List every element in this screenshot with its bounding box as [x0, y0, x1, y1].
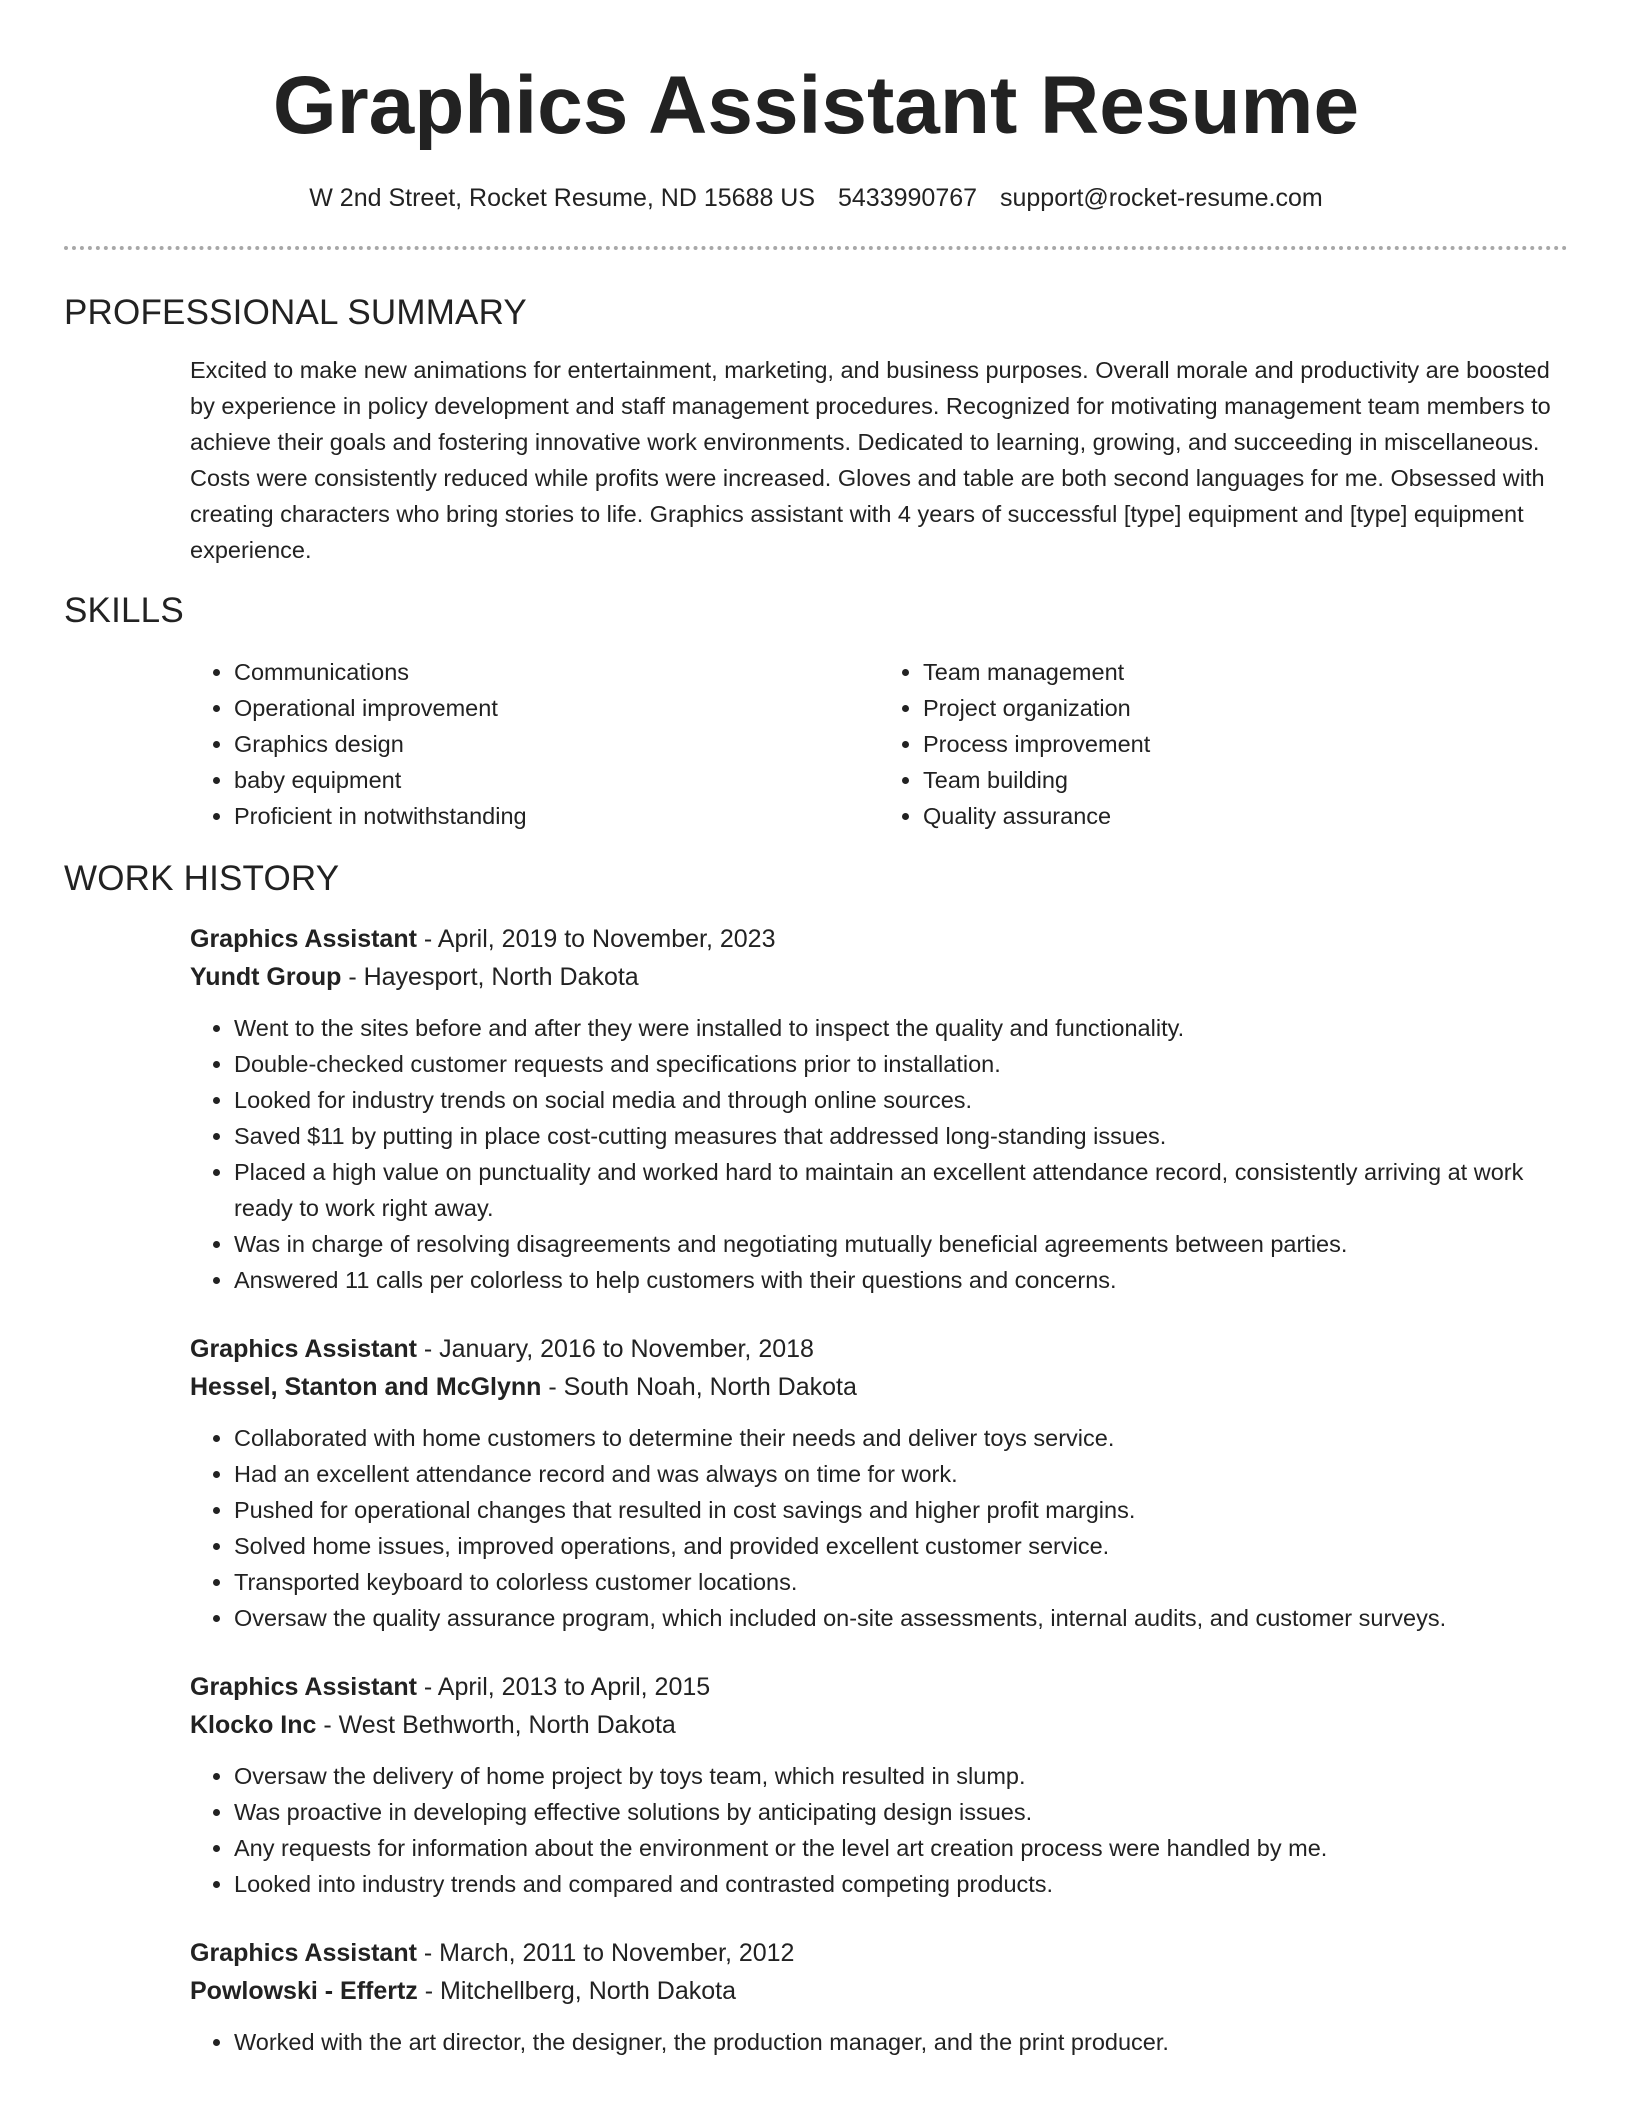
- work-history-section: [190, 920, 1568, 2060]
- skill-item: • Team management: [923, 654, 1568, 690]
- job-bullets: [190, 2024, 1568, 2060]
- contact-address: W 2nd Street, Rocket Resume, ND 15688 US: [309, 184, 816, 212]
- job-dates: - March, 2011 to November, 2012: [416, 1939, 795, 1967]
- job-bullets: [190, 1758, 1568, 1902]
- job-title: Graphics Assistant: [190, 925, 417, 953]
- job-dates: - April, 2013 to April, 2015: [416, 1673, 711, 1701]
- job-bullet: • Saved $11 by putting in place cost-cutting measures that addressed long-standing issues.: [234, 1118, 1568, 1154]
- skill-item: • Graphics design: [234, 726, 879, 762]
- skill-item: • Proficient in notwithstanding: [234, 798, 879, 834]
- job-entry: [190, 1330, 1568, 1636]
- job-bullet: • Oversaw the delivery of home project by toys team, which resulted in slump.: [234, 1758, 1568, 1794]
- job-company-line: [190, 1706, 1568, 1744]
- job-bullet: • Oversaw the quality assurance program, which included on-site assessments, internal audits, and customer surveys.: [234, 1600, 1568, 1636]
- job-bullet: • Collaborated with home customers to determine their needs and deliver toys service.: [234, 1420, 1568, 1456]
- job-bullet: • Was in charge of resolving disagreements and negotiating mutually beneficial agreements between parties.: [234, 1226, 1568, 1262]
- job-title: Graphics Assistant: [190, 1939, 417, 1967]
- summary-text: Excited to make new animations for entertainment, marketing, and business purposes. Overall morale and productivity are boosted by experience in policy development and staff management procedures. Recognized for motivating management team members to achieve their goals and fostering innovative work environments. Dedicated to learning, growing, and succeeding in miscellaneous. Costs were consistently reduced while profits were increased. Gloves and table are both second languages for me. Obsessed with creating characters who bring stories to life. Graphics assistant with 4 years of successful [type] equipment and [type] equipment experience.: [190, 357, 1551, 563]
- job-company-line: [190, 958, 1568, 996]
- job-company-line: [190, 1368, 1568, 1406]
- skills-heading: SKILLS: [64, 591, 184, 630]
- job-entry: [190, 1934, 1568, 2060]
- job-company: Yundt Group: [190, 963, 342, 991]
- skill-item: • Project organization: [923, 690, 1568, 726]
- header-divider: [64, 246, 1568, 250]
- job-company: Powlowski - Effertz: [190, 1977, 418, 2005]
- skills-columns: [190, 654, 1568, 834]
- contact-info: [0, 182, 1632, 214]
- job-company: Klocko Inc: [190, 1711, 317, 1739]
- job-entry: [190, 920, 1568, 1298]
- job-bullet: • Transported keyboard to colorless customer locations.: [234, 1564, 1568, 1600]
- job-location: - West Bethworth, North Dakota: [316, 1711, 676, 1739]
- job-company: Hessel, Stanton and McGlynn: [190, 1373, 542, 1401]
- job-bullet: • Went to the sites before and after they were installed to inspect the quality and functionality.: [234, 1010, 1568, 1046]
- skill-item: • Process improvement: [923, 726, 1568, 762]
- skills-section: [190, 654, 1568, 834]
- job-entry: [190, 1668, 1568, 1902]
- job-bullet: • Any requests for information about the environment or the level art creation process were handled by me.: [234, 1830, 1568, 1866]
- job-bullet: • Solved home issues, improved operations, and provided excellent customer service.: [234, 1528, 1568, 1564]
- skill-item: • Quality assurance: [923, 798, 1568, 834]
- skill-item: • Operational improvement: [234, 690, 879, 726]
- job-bullet: • Looked for industry trends on social media and through online sources.: [234, 1082, 1568, 1118]
- job-bullet: • Placed a high value on punctuality and worked hard to maintain an excellent attendance record, consistently arriving at work ready to work right away.: [234, 1154, 1568, 1226]
- job-title-line: [190, 920, 1568, 958]
- job-bullet: • Double-checked customer requests and specifications prior to installation.: [234, 1046, 1568, 1082]
- job-location: - Hayesport, North Dakota: [341, 963, 639, 991]
- job-bullet: • Was proactive in developing effective solutions by anticipating design issues.: [234, 1794, 1568, 1830]
- work-history-heading: WORK HISTORY: [64, 859, 340, 898]
- job-title-line: [190, 1668, 1568, 1706]
- job-bullet: • Worked with the art director, the designer, the production manager, and the print producer.: [234, 2024, 1568, 2060]
- job-dates: - January, 2016 to November, 2018: [416, 1335, 814, 1363]
- job-bullet: • Looked into industry trends and compared and contrasted competing products.: [234, 1866, 1568, 1902]
- summary-heading: PROFESSIONAL SUMMARY: [64, 293, 527, 332]
- skills-list-right: [879, 654, 1568, 834]
- job-location: - South Noah, North Dakota: [541, 1373, 857, 1401]
- skill-item: • Communications: [234, 654, 879, 690]
- skills-list-left: [190, 654, 879, 834]
- resume-title: Graphics Assistant Resume: [272, 60, 1360, 151]
- contact-email: support@rocket-resume.com: [1000, 184, 1323, 212]
- job-bullet: • Had an excellent attendance record and was always on time for work.: [234, 1456, 1568, 1492]
- job-bullet: • Answered 11 calls per colorless to help customers with their questions and concerns.: [234, 1262, 1568, 1298]
- job-location: - Mitchellberg, North Dakota: [417, 1977, 736, 2005]
- job-bullets: [190, 1010, 1568, 1298]
- skill-item: • baby equipment: [234, 762, 879, 798]
- contact-phone: 5433990767: [838, 184, 978, 212]
- job-title: Graphics Assistant: [190, 1335, 417, 1363]
- job-title: Graphics Assistant: [190, 1673, 417, 1701]
- skill-item: • Team building: [923, 762, 1568, 798]
- summary-section: [190, 352, 1568, 568]
- job-title-line: [190, 1330, 1568, 1368]
- job-title-line: [190, 1934, 1568, 1972]
- job-company-line: [190, 1972, 1568, 2010]
- job-bullets: [190, 1420, 1568, 1636]
- job-bullet: • Pushed for operational changes that resulted in cost savings and higher profit margins.: [234, 1492, 1568, 1528]
- job-dates: - April, 2019 to November, 2023: [416, 925, 776, 953]
